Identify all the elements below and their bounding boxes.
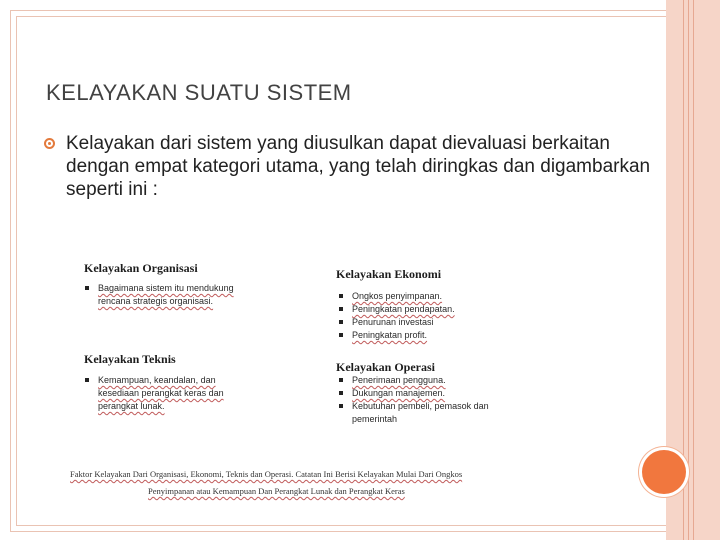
list-teknis <box>84 374 254 413</box>
heading-teknis: Kelayakan Teknis <box>84 352 176 366</box>
side-band-line <box>683 0 684 540</box>
figure-caption-line-1: Faktor Kelayakan Dari Organisasi, Ekonomi, Teknis dan Operasi. Catatan Ini Berisi Kelayakan Mulai Dari Ongkos <box>70 469 463 479</box>
slide-title: KELAYAKAN SUATU SISTEM <box>46 80 352 105</box>
bullet-icon <box>44 138 55 149</box>
heading-organisasi: Kelayakan Organisasi <box>84 261 198 275</box>
list-item: Kemampuan, keandalan, dan kesediaan perangkat keras dan perangkat lunak. <box>84 374 254 413</box>
list-item: Peningkatan profit. <box>338 329 508 342</box>
list-item: Penerimaan pengguna. <box>338 374 508 387</box>
list-item: Ongkos penyimpanan. <box>338 290 508 303</box>
heading-ekonomi: Kelayakan Ekonomi <box>336 267 442 281</box>
side-band-line <box>688 0 689 540</box>
list-item: Peningkatan pendapatan. <box>338 303 508 316</box>
list-item: Dukungan manajemen. <box>338 387 508 400</box>
list-operasi <box>338 374 508 426</box>
list-organisasi <box>84 282 264 308</box>
feasibility-figure <box>60 250 580 510</box>
list-ekonomi <box>338 290 508 342</box>
figure-caption-line-2: Penyimpanan atau Kemampuan Dan Perangkat Lunak dan Perangkat Keras <box>148 486 405 496</box>
heading-operasi: Kelayakan Operasi <box>336 360 436 374</box>
list-item: Bagaimana sistem itu mendukung rencana strategis organisasi. <box>84 282 264 308</box>
list-item: Penurunan investasi <box>338 316 508 329</box>
accent-circle <box>642 450 686 494</box>
list-item: Kebutuhan pembeli, pemasok dan pemerintah <box>338 400 508 426</box>
side-band-line <box>693 0 694 540</box>
bullet-text: Kelayakan dari sistem yang diusulkan dapat dievaluasi berkaitan dengan empat kategori utama, yang telah diringkas dan digambarkan seperti ini : <box>66 133 651 200</box>
